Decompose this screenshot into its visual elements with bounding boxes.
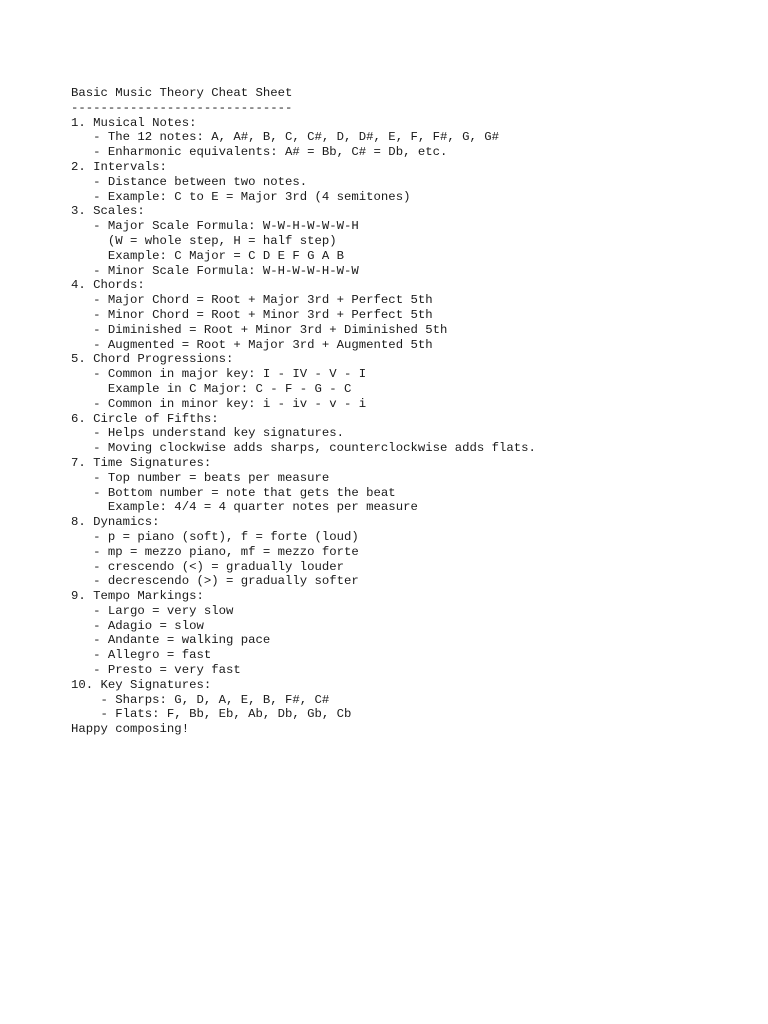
section-musical-notes xyxy=(71,116,751,160)
section-intervals xyxy=(71,160,751,204)
section-line: - Minor Chord = Root + Minor 3rd + Perfect 5th xyxy=(71,307,433,322)
section-line: - Andante = walking pace xyxy=(71,633,271,648)
section-line: - decrescendo (>) = gradually softer xyxy=(71,574,359,589)
section-chords xyxy=(71,278,751,352)
section-heading: 2. Intervals: xyxy=(71,159,167,174)
section-line: - Common in major key: I - IV - V - I xyxy=(71,367,367,382)
section-time-signatures xyxy=(71,456,751,515)
section-line: Example: 4/4 = 4 quarter notes per measure xyxy=(71,500,418,515)
section-tempo-markings xyxy=(71,589,751,678)
section-heading: 1. Musical Notes: xyxy=(71,115,197,130)
section-dynamics xyxy=(71,515,751,589)
section-line: (W = whole step, H = half step) xyxy=(71,233,337,248)
section-line: - Allegro = fast xyxy=(71,648,212,663)
section-line: - Diminished = Root + Minor 3rd + Diminished 5th xyxy=(71,322,448,337)
section-line: - Top number = beats per measure xyxy=(71,470,330,485)
section-line: - Presto = very fast xyxy=(71,663,241,678)
section-line: - Bottom number = note that gets the beat xyxy=(71,485,396,500)
section-line: - Minor Scale Formula: W-H-W-W-H-W-W xyxy=(71,263,359,278)
section-circle-of-fifths xyxy=(71,412,751,456)
closing-text: Happy composing! xyxy=(71,722,190,737)
section-key-signatures xyxy=(71,678,751,722)
section-line: - Distance between two notes. xyxy=(71,174,308,189)
section-heading: 6. Circle of Fifths: xyxy=(71,411,219,426)
section-line: - p = piano (soft), f = forte (loud) xyxy=(71,529,359,544)
section-line: - Sharps: G, D, A, E, B, F#, C# xyxy=(71,692,330,707)
section-line: - Example: C to E = Major 3rd (4 semitones) xyxy=(71,189,411,204)
section-line: - Flats: F, Bb, Eb, Ab, Db, Gb, Cb xyxy=(71,707,352,722)
section-heading: 8. Dynamics: xyxy=(71,515,160,530)
title-rule: ------------------------------ xyxy=(71,100,293,115)
document-page xyxy=(71,86,751,737)
section-heading: 4. Chords: xyxy=(71,278,145,293)
section-line: - Adagio = slow xyxy=(71,618,204,633)
section-heading: 9. Tempo Markings: xyxy=(71,589,204,604)
section-line: - Major Chord = Root + Major 3rd + Perfect 5th xyxy=(71,293,433,308)
section-line: - The 12 notes: A, A#, B, C, C#, D, D#, E, F, F#, G, G# xyxy=(71,130,500,145)
section-line: - mp = mezzo piano, mf = mezzo forte xyxy=(71,544,359,559)
section-line: - Major Scale Formula: W-W-H-W-W-W-H xyxy=(71,219,359,234)
section-line: - Moving clockwise adds sharps, counterclockwise adds flats. xyxy=(71,441,536,456)
section-line: - Common in minor key: i - iv - v - i xyxy=(71,396,367,411)
section-line: - crescendo (<) = gradually louder xyxy=(71,559,345,574)
section-chord-progressions xyxy=(71,352,751,411)
section-heading: 3. Scales: xyxy=(71,204,145,219)
section-scales xyxy=(71,204,751,278)
section-line: - Largo = very slow xyxy=(71,603,234,618)
section-heading: 7. Time Signatures: xyxy=(71,455,212,470)
section-line: - Augmented = Root + Major 3rd + Augmented 5th xyxy=(71,337,433,352)
section-heading: 5. Chord Progressions: xyxy=(71,352,234,367)
section-line: - Helps understand key signatures. xyxy=(71,426,345,441)
section-line: Example in C Major: C - F - G - C xyxy=(71,381,352,396)
section-heading: 10. Key Signatures: xyxy=(71,677,212,692)
section-line: - Enharmonic equivalents: A# = Bb, C# = Db, etc. xyxy=(71,145,448,160)
document-title: Basic Music Theory Cheat Sheet xyxy=(71,86,293,100)
section-line: Example: C Major = C D E F G A B xyxy=(71,248,345,263)
